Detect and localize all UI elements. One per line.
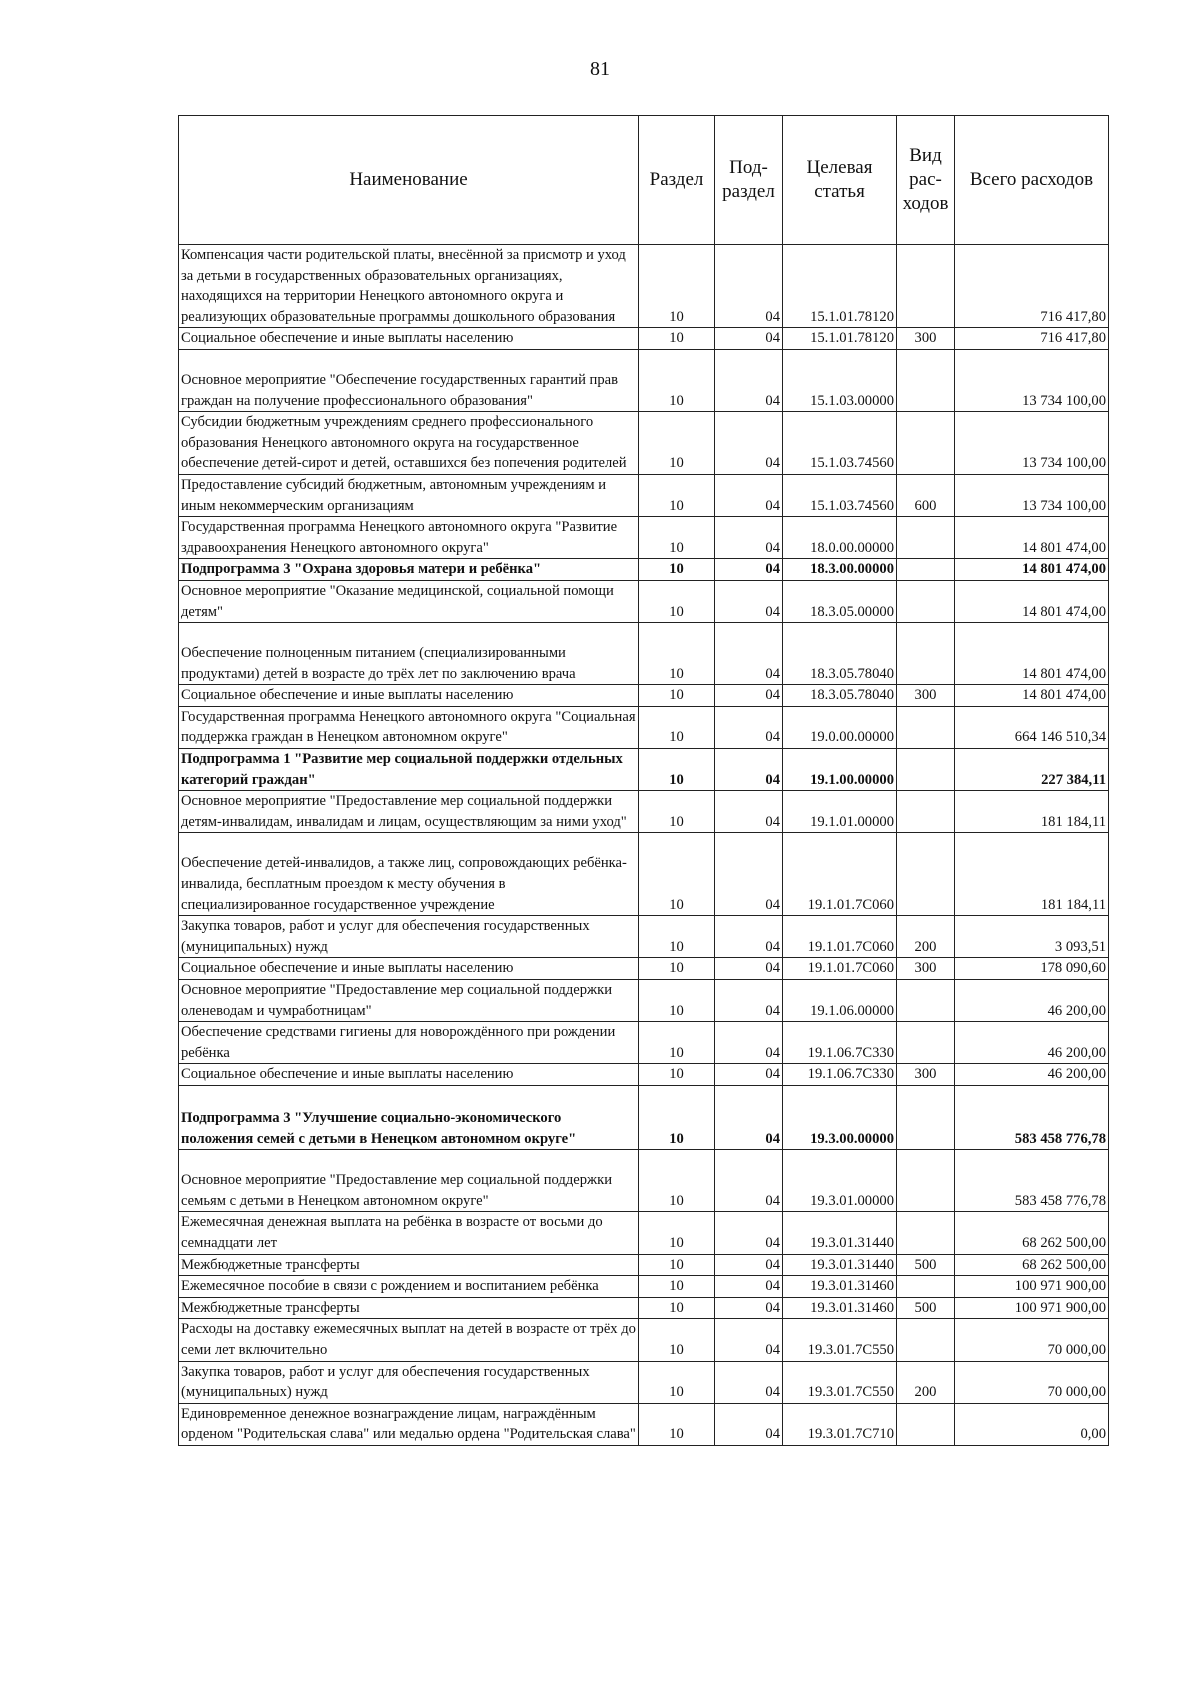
row-total: 14 801 474,00: [955, 517, 1109, 559]
row-subsection: 04: [715, 349, 783, 411]
row-name: Обеспечение детей-инвалидов, а также лиц, сопровождающих ребёнка-инвалида, бесплатным проездом к месту обучения в специализированное государственное учреждение: [179, 833, 639, 916]
table-row: [179, 474, 1109, 516]
row-target: 15.1.01.78120: [783, 328, 897, 350]
row-kind: [897, 1319, 955, 1361]
table-row: [179, 685, 1109, 707]
row-section: 10: [639, 706, 715, 748]
row-kind: [897, 980, 955, 1022]
row-kind: 200: [897, 916, 955, 958]
table-body: [179, 245, 1109, 1446]
row-name: Единовременное денежное вознаграждение лицам, награждённым орденом "Родительская слава" или медалью ордена "Родительская слава": [179, 1403, 639, 1445]
row-name: Обеспечение средствами гигиены для новорождённого при рождении ребёнка: [179, 1022, 639, 1064]
row-name: Основное мероприятие "Предоставление мер социальной поддержки оленеводам и чумработницам": [179, 980, 639, 1022]
table-row: [179, 749, 1109, 791]
row-subsection: 04: [715, 685, 783, 707]
table-row: [179, 517, 1109, 559]
row-total: 13 734 100,00: [955, 349, 1109, 411]
row-target: 19.3.01.31460: [783, 1297, 897, 1319]
table-row: [179, 833, 1109, 916]
row-kind: 300: [897, 1064, 955, 1086]
row-section: 10: [639, 685, 715, 707]
row-kind: 600: [897, 474, 955, 516]
row-kind: [897, 580, 955, 622]
row-total: 68 262 500,00: [955, 1212, 1109, 1254]
header-target: Целевая статья: [783, 116, 897, 245]
row-section: 10: [639, 559, 715, 581]
row-total: 13 734 100,00: [955, 412, 1109, 475]
row-subsection: 04: [715, 706, 783, 748]
row-section: 10: [639, 791, 715, 833]
row-subsection: 04: [715, 916, 783, 958]
header-name: Наименование: [179, 116, 639, 245]
row-target: 19.3.01.00000: [783, 1150, 897, 1212]
row-target: 19.1.01.00000: [783, 791, 897, 833]
row-name: Основное мероприятие "Предоставление мер социальной поддержки детям-инвалидам, инвалидам и лицам, осуществляющим за ними уход": [179, 791, 639, 833]
row-name: Основное мероприятие "Обеспечение государственных гарантий прав граждан на получение профессионального образования": [179, 349, 639, 411]
row-kind: 300: [897, 958, 955, 980]
row-total: 70 000,00: [955, 1319, 1109, 1361]
row-total: 716 417,80: [955, 245, 1109, 328]
row-subsection: 04: [715, 1085, 783, 1149]
row-kind: [897, 1085, 955, 1149]
table-row: [179, 916, 1109, 958]
row-name: Закупка товаров, работ и услуг для обеспечения государственных (муниципальных) нужд: [179, 916, 639, 958]
table-row: [179, 328, 1109, 350]
row-total: 14 801 474,00: [955, 580, 1109, 622]
row-target: 19.0.00.00000: [783, 706, 897, 748]
row-section: 10: [639, 623, 715, 685]
row-total: 100 971 900,00: [955, 1297, 1109, 1319]
row-section: 10: [639, 1150, 715, 1212]
row-section: 10: [639, 1319, 715, 1361]
row-subsection: 04: [715, 958, 783, 980]
row-kind: [897, 749, 955, 791]
row-section: 10: [639, 749, 715, 791]
table-row: [179, 580, 1109, 622]
row-name: Социальное обеспечение и иные выплаты населению: [179, 685, 639, 707]
row-total: 3 093,51: [955, 916, 1109, 958]
row-name: Социальное обеспечение и иные выплаты населению: [179, 958, 639, 980]
row-section: 10: [639, 328, 715, 350]
row-target: 19.1.06.00000: [783, 980, 897, 1022]
row-target: 18.3.00.00000: [783, 559, 897, 581]
row-kind: 300: [897, 685, 955, 707]
row-subsection: 04: [715, 1361, 783, 1403]
row-subsection: 04: [715, 1064, 783, 1086]
row-name: Закупка товаров, работ и услуг для обеспечения государственных (муниципальных) нужд: [179, 1361, 639, 1403]
row-kind: 300: [897, 328, 955, 350]
row-subsection: 04: [715, 980, 783, 1022]
row-section: 10: [639, 1064, 715, 1086]
header-section: Раздел: [639, 116, 715, 245]
row-subsection: 04: [715, 412, 783, 475]
row-total: 178 090,60: [955, 958, 1109, 980]
table-row: [179, 1150, 1109, 1212]
row-subsection: 04: [715, 1276, 783, 1298]
row-name: Межбюджетные трансферты: [179, 1297, 639, 1319]
table-row: [179, 1276, 1109, 1298]
row-subsection: 04: [715, 1297, 783, 1319]
budget-table: [178, 115, 1109, 1446]
row-kind: [897, 349, 955, 411]
row-kind: [897, 1150, 955, 1212]
row-total: 14 801 474,00: [955, 623, 1109, 685]
table-row: [179, 1403, 1109, 1445]
row-name: Государственная программа Ненецкого автономного округа "Развитие здравоохранения Ненецкого автономного округа": [179, 517, 639, 559]
row-kind: 500: [897, 1297, 955, 1319]
table-row: [179, 623, 1109, 685]
row-total: 664 146 510,34: [955, 706, 1109, 748]
row-subsection: 04: [715, 791, 783, 833]
row-name: Обеспечение полноценным питанием (специализированными продуктами) детей в возрасте до трёх лет по заключению врача: [179, 623, 639, 685]
row-kind: [897, 245, 955, 328]
table-row: [179, 1319, 1109, 1361]
row-subsection: 04: [715, 749, 783, 791]
row-name: Подпрограмма 3 "Улучшение социально-экономического положения семей с детьми в Ненецком автономном округе": [179, 1085, 639, 1149]
row-total: 0,00: [955, 1403, 1109, 1445]
row-section: 10: [639, 580, 715, 622]
row-target: 19.3.01.31440: [783, 1254, 897, 1276]
row-section: 10: [639, 1254, 715, 1276]
row-total: 227 384,11: [955, 749, 1109, 791]
header-subsection: Под-раздел: [715, 116, 783, 245]
row-name: Социальное обеспечение и иные выплаты населению: [179, 1064, 639, 1086]
row-target: 19.1.01.7С060: [783, 916, 897, 958]
row-section: 10: [639, 980, 715, 1022]
row-name: Основное мероприятие "Оказание медицинской, социальной помощи детям": [179, 580, 639, 622]
table-row: [179, 1212, 1109, 1254]
table-row: [179, 1064, 1109, 1086]
row-kind: [897, 559, 955, 581]
row-target: 15.1.03.74560: [783, 474, 897, 516]
row-name: Социальное обеспечение и иные выплаты населению: [179, 328, 639, 350]
row-target: 18.3.05.00000: [783, 580, 897, 622]
row-target: 18.3.05.78040: [783, 685, 897, 707]
row-section: 10: [639, 916, 715, 958]
row-name: Основное мероприятие "Предоставление мер социальной поддержки семьям с детьми в Ненецком автономном округе": [179, 1150, 639, 1212]
row-target: 19.1.01.7С060: [783, 958, 897, 980]
row-target: 19.1.01.7С060: [783, 833, 897, 916]
row-kind: [897, 1276, 955, 1298]
table-row: [179, 1085, 1109, 1149]
row-target: 19.1.00.00000: [783, 749, 897, 791]
row-target: 15.1.03.00000: [783, 349, 897, 411]
row-kind: [897, 833, 955, 916]
row-target: 19.3.01.31460: [783, 1276, 897, 1298]
table-row: [179, 980, 1109, 1022]
row-total: 14 801 474,00: [955, 685, 1109, 707]
row-subsection: 04: [715, 559, 783, 581]
row-name: Ежемесячное пособие в связи с рождением и воспитанием ребёнка: [179, 1276, 639, 1298]
row-section: 10: [639, 1403, 715, 1445]
row-subsection: 04: [715, 474, 783, 516]
row-subsection: 04: [715, 1319, 783, 1361]
row-target: 15.1.03.74560: [783, 412, 897, 475]
row-target: 18.0.00.00000: [783, 517, 897, 559]
row-total: 100 971 900,00: [955, 1276, 1109, 1298]
row-total: 716 417,80: [955, 328, 1109, 350]
table-row: [179, 1022, 1109, 1064]
row-name: Расходы на доставку ежемесячных выплат на детей в возрасте от трёх до семи лет включительно: [179, 1319, 639, 1361]
row-subsection: 04: [715, 1022, 783, 1064]
row-target: 19.1.06.7С330: [783, 1022, 897, 1064]
row-subsection: 04: [715, 580, 783, 622]
row-total: 14 801 474,00: [955, 559, 1109, 581]
row-target: 19.3.01.31440: [783, 1212, 897, 1254]
table-header-row: [179, 116, 1109, 245]
row-name: Субсидии бюджетным учреждениям среднего профессионального образования Ненецкого автономного округа на государственное обеспечение детей-сирот и детей, оставшихся без попечения родителей: [179, 412, 639, 475]
row-subsection: 04: [715, 623, 783, 685]
table-row: [179, 245, 1109, 328]
row-total: 181 184,11: [955, 791, 1109, 833]
row-kind: [897, 412, 955, 475]
table-row: [179, 1297, 1109, 1319]
row-section: 10: [639, 245, 715, 328]
row-subsection: 04: [715, 328, 783, 350]
table-row: [179, 559, 1109, 581]
row-target: 19.1.06.7С330: [783, 1064, 897, 1086]
row-section: 10: [639, 412, 715, 475]
row-section: 10: [639, 1085, 715, 1149]
row-total: 583 458 776,78: [955, 1085, 1109, 1149]
row-kind: [897, 1212, 955, 1254]
row-total: 181 184,11: [955, 833, 1109, 916]
row-target: 19.3.00.00000: [783, 1085, 897, 1149]
row-total: 13 734 100,00: [955, 474, 1109, 516]
row-kind: [897, 623, 955, 685]
page-number: 81: [590, 58, 610, 80]
row-kind: [897, 706, 955, 748]
row-total: 46 200,00: [955, 1064, 1109, 1086]
row-section: 10: [639, 474, 715, 516]
row-subsection: 04: [715, 833, 783, 916]
table-row: [179, 958, 1109, 980]
row-kind: 500: [897, 1254, 955, 1276]
row-section: 10: [639, 833, 715, 916]
row-total: 70 000,00: [955, 1361, 1109, 1403]
row-subsection: 04: [715, 1403, 783, 1445]
row-total: 68 262 500,00: [955, 1254, 1109, 1276]
row-name: Подпрограмма 1 "Развитие мер социальной поддержки отдельных категорий граждан": [179, 749, 639, 791]
row-total: 583 458 776,78: [955, 1150, 1109, 1212]
row-section: 10: [639, 1276, 715, 1298]
row-total: 46 200,00: [955, 1022, 1109, 1064]
row-target: 19.3.01.7С710: [783, 1403, 897, 1445]
row-name: Ежемесячная денежная выплата на ребёнка в возрасте от восьми до семнадцати лет: [179, 1212, 639, 1254]
row-subsection: 04: [715, 1212, 783, 1254]
row-name: Государственная программа Ненецкого автономного округа "Социальная поддержка граждан в Ненецком автономном округе": [179, 706, 639, 748]
row-section: 10: [639, 1361, 715, 1403]
row-subsection: 04: [715, 1254, 783, 1276]
row-kind: 200: [897, 1361, 955, 1403]
row-name: Межбюджетные трансферты: [179, 1254, 639, 1276]
table-row: [179, 349, 1109, 411]
row-kind: [897, 1403, 955, 1445]
row-section: 10: [639, 958, 715, 980]
row-section: 10: [639, 1212, 715, 1254]
header-kind: Вид рас-ходов: [897, 116, 955, 245]
row-section: 10: [639, 349, 715, 411]
row-section: 10: [639, 1022, 715, 1064]
row-subsection: 04: [715, 1150, 783, 1212]
header-total: Всего расходов: [955, 116, 1109, 245]
row-subsection: 04: [715, 517, 783, 559]
row-section: 10: [639, 1297, 715, 1319]
table-row: [179, 706, 1109, 748]
row-name: Подпрограмма 3 "Охрана здоровья матери и ребёнка": [179, 559, 639, 581]
row-kind: [897, 1022, 955, 1064]
row-kind: [897, 517, 955, 559]
row-target: 15.1.01.78120: [783, 245, 897, 328]
row-name: Предоставление субсидий бюджетным, автономным учреждениям и иным некоммерческим организациям: [179, 474, 639, 516]
row-target: 19.3.01.7С550: [783, 1361, 897, 1403]
table-row: [179, 1361, 1109, 1403]
table-row: [179, 1254, 1109, 1276]
row-target: 18.3.05.78040: [783, 623, 897, 685]
row-target: 19.3.01.7С550: [783, 1319, 897, 1361]
row-subsection: 04: [715, 245, 783, 328]
row-total: 46 200,00: [955, 980, 1109, 1022]
row-kind: [897, 791, 955, 833]
row-name: Компенсация части родительской платы, внесённой за присмотр и уход за детьми в государственных образовательных организациях, находящихся на территории Ненецкого автономного округа и реализующих образовательные программы дошкольного образования: [179, 245, 639, 328]
table-row: [179, 412, 1109, 475]
row-section: 10: [639, 517, 715, 559]
table-row: [179, 791, 1109, 833]
